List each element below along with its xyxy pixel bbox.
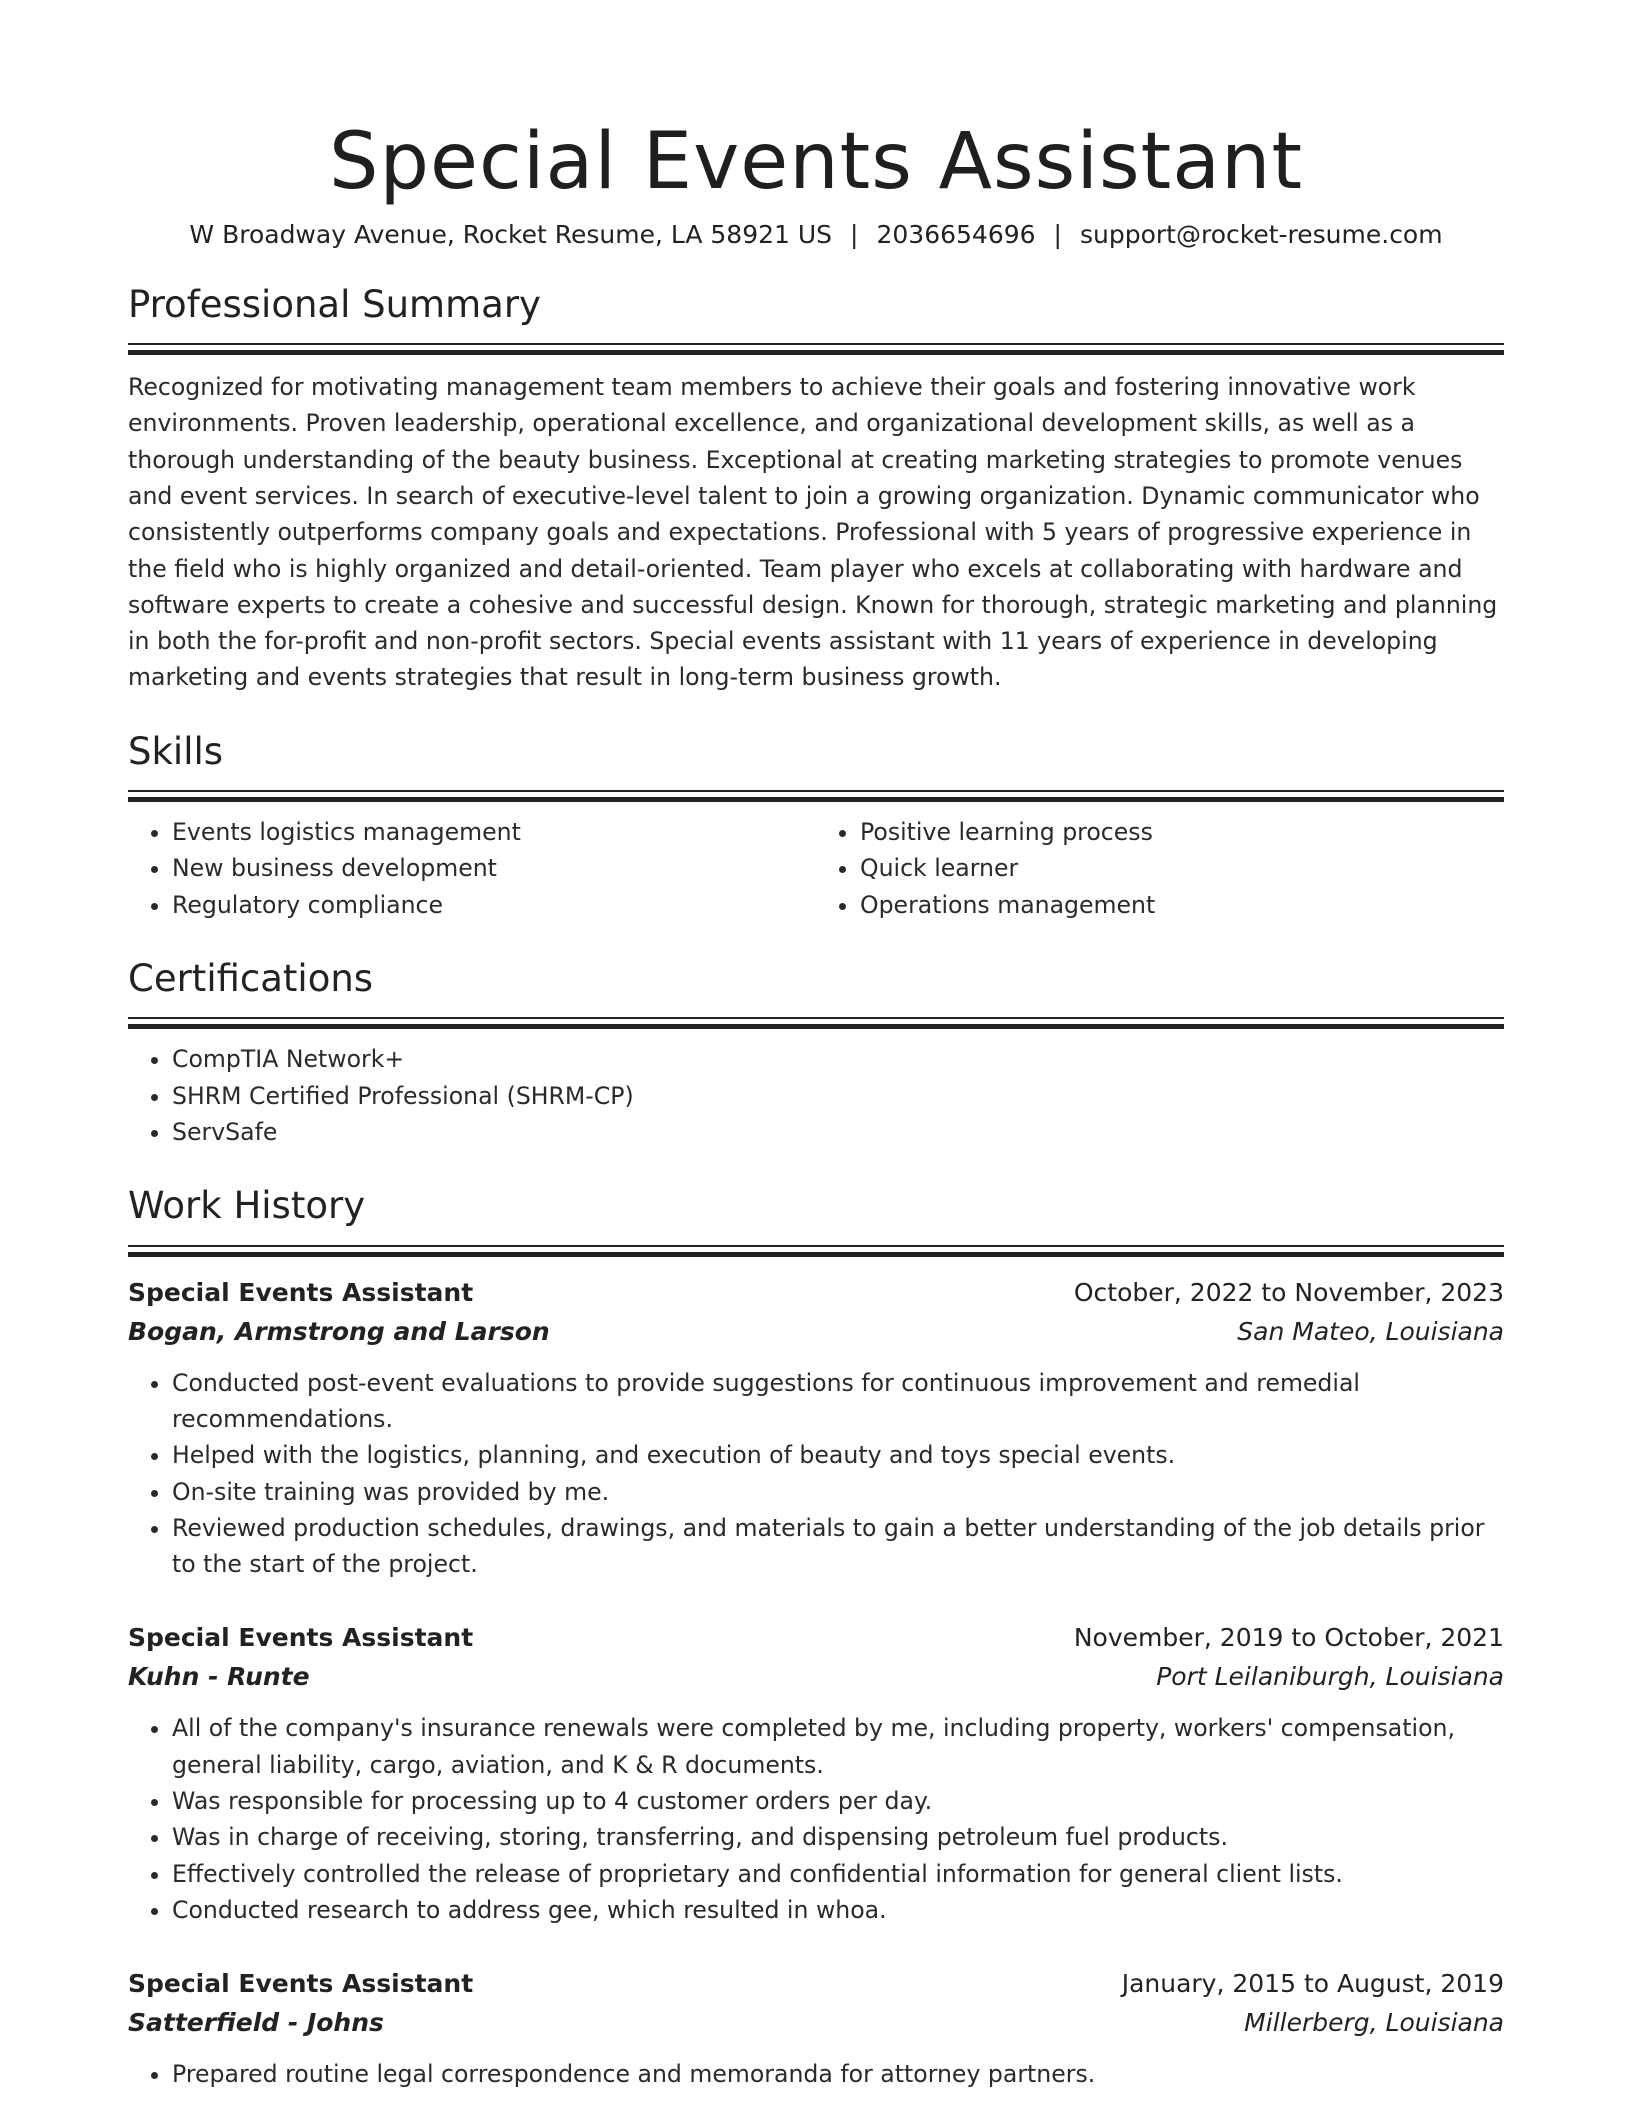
job-entry xyxy=(128,1273,1504,1583)
job-location: Port Leilaniburgh, Louisiana xyxy=(1156,1662,1504,1692)
job-dates: January, 2015 to August, 2019 xyxy=(1121,1969,1504,1999)
job-bullets xyxy=(128,1710,1504,1928)
section-divider xyxy=(128,790,1504,804)
job-entry xyxy=(128,1618,1504,1928)
contact-phone: 2036654696 xyxy=(876,219,1036,249)
job-location: Millerberg, Louisiana xyxy=(1244,2008,1504,2038)
certification-item: • SHRM Certified Professional (SHRM-CP) xyxy=(172,1078,1504,1114)
job-company-row xyxy=(128,2003,1504,2042)
job-company-row xyxy=(128,1312,1504,1351)
job-title: Special Events Assistant xyxy=(128,1277,474,1307)
job-bullets xyxy=(128,2056,1504,2092)
section-certifications xyxy=(128,957,1504,1150)
skill-item: • Regulatory compliance xyxy=(172,887,816,923)
candidate-name: Special Events Assistant xyxy=(328,117,1304,207)
skills-list-right xyxy=(816,814,1504,923)
section-work-history xyxy=(128,1184,1504,2092)
certifications-list xyxy=(128,1041,1504,1150)
certification-item: • ServSafe xyxy=(172,1114,1504,1150)
section-divider xyxy=(128,343,1504,357)
job-bullet: • Effectively controlled the release of proprietary and confidential information for general client lists. xyxy=(172,1856,1504,1892)
section-title: Professional Summary xyxy=(128,282,541,326)
section-title: Certifications xyxy=(128,957,374,1001)
job-bullet: • Conducted research to address gee, which resulted in whoa. xyxy=(172,1892,1504,1928)
job-dates: November, 2019 to October, 2021 xyxy=(1073,1623,1504,1653)
job-location: San Mateo, Louisiana xyxy=(1237,1316,1504,1346)
section-skills xyxy=(128,730,1504,923)
job-bullet: • Reviewed production schedules, drawings, and materials to gain a better understanding of the job details prior to the start of the project. xyxy=(172,1510,1504,1583)
job-bullets xyxy=(128,1365,1504,1583)
certification-item: • CompTIA Network+ xyxy=(172,1041,1504,1077)
job-bullet: • On-site training was provided by me. xyxy=(172,1474,1504,1510)
skills-grid xyxy=(128,804,1504,923)
skill-item: • Operations management xyxy=(860,887,1504,923)
job-company: Satterfield - Johns xyxy=(128,2008,384,2038)
contact-separator: | xyxy=(1053,219,1062,249)
section-professional-summary xyxy=(128,283,1504,696)
job-bullet: • Was responsible for processing up to 4 customer orders per day. xyxy=(172,1783,1504,1819)
skill-item: • New business development xyxy=(172,850,816,886)
section-title: Skills xyxy=(128,729,224,773)
job-title: Special Events Assistant xyxy=(128,1623,474,1653)
job-entry xyxy=(128,1964,1504,2092)
contact-separator: | xyxy=(850,219,859,249)
summary-text: Recognized for motivating management team members to achieve their goals and fostering innovative work environments. Proven leadership, operational excellence, and organizational development skills, as well as a thorough understanding of the beauty business. Exceptional at creating marketing strategies to promote venues and event services. In search of executive-level talent to join a growing organization. Dynamic communicator who consistently outperforms company goals and expectations. Professional with 5 years of progressive experience in the field who is highly organized and detail-oriented. Team player who excels at collaborating with hardware and software experts to create a cohesive and successful design. Known for thorough, strategic marketing and planning in both the for-profit and non-profit sectors. Special events assistant with 11 years of experience in developing marketing and events strategies that result in long-term business growth. xyxy=(128,373,1498,692)
skill-item: • Events logistics management xyxy=(172,814,816,850)
skill-item: • Quick learner xyxy=(860,850,1504,886)
contact-line xyxy=(128,220,1504,249)
job-header-row xyxy=(128,1618,1504,1657)
skills-list-left xyxy=(128,814,816,923)
skill-item: • Positive learning process xyxy=(860,814,1504,850)
job-company: Kuhn - Runte xyxy=(128,1662,310,1692)
section-divider xyxy=(128,1245,1504,1259)
job-bullet: • All of the company's insurance renewals were completed by me, including property, workers' compensation, general liability, cargo, aviation, and K & R documents. xyxy=(172,1710,1504,1783)
contact-email[interactable]: support@rocket-resume.com xyxy=(1079,219,1443,249)
section-title: Work History xyxy=(128,1184,366,1228)
job-header-row xyxy=(128,1964,1504,2003)
job-company: Bogan, Armstrong and Larson xyxy=(128,1316,550,1346)
job-company-row xyxy=(128,1657,1504,1696)
job-header-row xyxy=(128,1273,1504,1312)
job-bullet: • Prepared routine legal correspondence and memoranda for attorney partners. xyxy=(172,2056,1504,2092)
job-bullet: • Was in charge of receiving, storing, transferring, and dispensing petroleum fuel products. xyxy=(172,1819,1504,1855)
job-bullet: • Conducted post-event evaluations to provide suggestions for continuous improvement and remedial recommendations. xyxy=(172,1365,1504,1438)
job-bullet: • Helped with the logistics, planning, and execution of beauty and toys special events. xyxy=(172,1437,1504,1473)
job-dates: October, 2022 to November, 2023 xyxy=(1073,1277,1504,1307)
job-title: Special Events Assistant xyxy=(128,1969,474,1999)
section-divider xyxy=(128,1017,1504,1031)
contact-address: W Broadway Avenue, Rocket Resume, LA 58921 US xyxy=(189,219,833,249)
